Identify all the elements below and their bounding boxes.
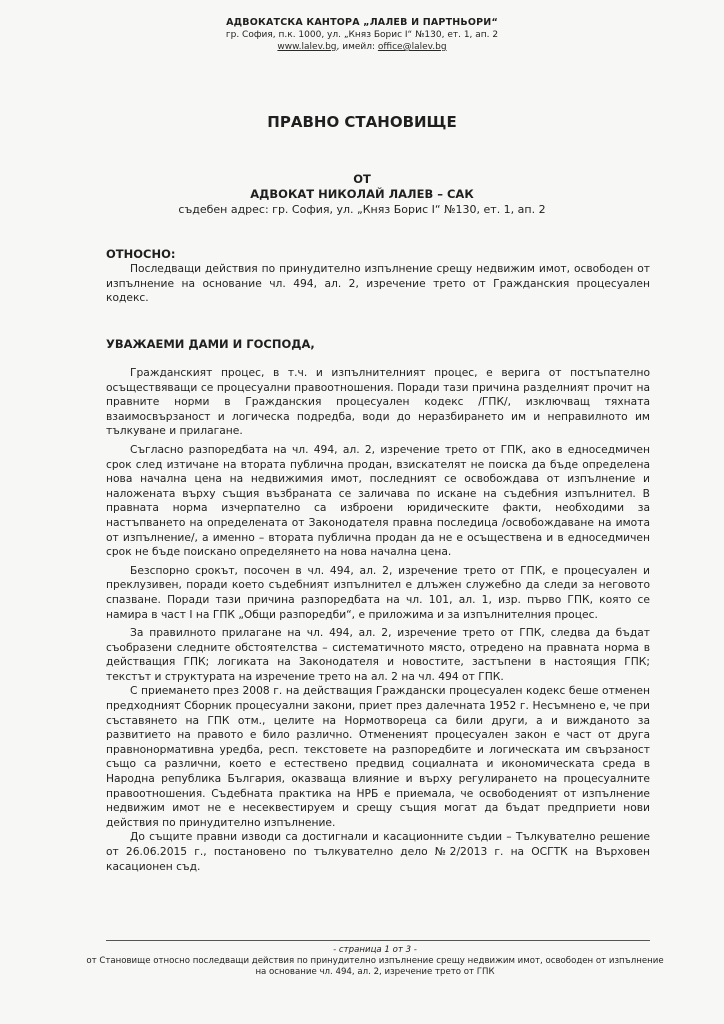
email-label: , имейл: xyxy=(336,42,378,52)
body-text xyxy=(106,366,650,874)
paragraph: Гражданският процес, в т.ч. и изпълнителният процес, е верига от постъпателно осъществяващи се процесуални правоотношения. Поради тази причина разделният прочит на правните норми в Гражданския процесуален кодекс /ГПК/, изключващ тяхната взаимосвързаност и логическа подредба, води до неразбирането им и неправилното им тълкуване и прилагане. xyxy=(106,366,650,438)
page-footer xyxy=(80,945,670,978)
regarding-text-block xyxy=(106,262,650,306)
paragraph: До същите правни изводи са достигнали и касационните съдии – Тълкувателно решение от 26.06.2015 г., постановено по тълкувателно дело №2/2013 г. на ОСГТК на Върховен касационен съд. xyxy=(106,830,650,873)
contact-line xyxy=(0,42,724,52)
email-link[interactable]: office@lalev.bg xyxy=(377,42,447,52)
document-title: ПРАВНО СТАНОВИЩЕ xyxy=(267,113,457,131)
paragraph: Безспорно срокът, посочен в чл. 494, ал. 2, изречение трето от ГПК, е процесуален и преклузивен, поради което съдебният изпълнител е длъжен служебно да следи за неговото спазване. Поради тази причина разпоредбата на чл. 101, ал. 1, изр. първо ГПК, която се намира в част I на ГПК „Общи разпоредби“, е приложима и за изпълнителния процес. xyxy=(106,563,650,621)
page-number: - страница 1 от 3 - xyxy=(333,945,417,955)
from-label: ОТ xyxy=(353,172,371,186)
letterhead xyxy=(0,17,724,52)
website-link[interactable]: www.lalev.bg xyxy=(277,42,337,52)
paragraph: Съгласно разпоредбата на чл. 494, ал. 2, изречение трето от ГПК, ако в едноседмичен срок след изтичане на втората публична продан, взискателят не поиска да бъде определена нова начална цена на недвижимия имот, последният се освобождава от изпълнение и наложената върху същия възбраната се заличава по искане на съдебния изпълнител. В правната норма изчерпателно са изброени юридическите факти, необходими за настъпването на определената от Законодателя правна последица /освобождаване на имота от изпълнение/, а именно – втората публична продан да не е осъществена и в едноседмичен срок не бъде поискано определянето на нова начална цена. xyxy=(106,442,650,559)
footer-divider xyxy=(106,940,650,941)
firm-name: АДВОКАТСКА КАНТОРА „ЛАЛЕВ И ПАРТНЬОРИ“ xyxy=(226,17,498,28)
footer-caption: от Становище относно последващи действия по принудително изпълнение срещу недвижим имот, освободен от изпълнение на основание чл. 494, ал. 2, изречение трето от ГПК xyxy=(86,956,664,977)
greeting: УВАЖАЕМИ ДАМИ И ГОСПОДА, xyxy=(106,337,315,351)
paragraph: С приемането през 2008 г. на действащия Граждански процесуален кодекс беше отменен предходният Сборник процесуални закони, приет през далечната 1952 г. Несъмнено е, че при съставянето на ГПК отм., целите на Нормотвореца са били други, а и вижданото за развитието на правото е било различно. Отмененият процесуален закон е част от друга правнонормативна уредба, респ. текстовете на разпоредбите и логическата им свързаност също са различни, което е естествено предвид социалната и икономическата среда в Народна република България, оказваща влияние и върху регулирането на процесуалните правоотношения. Съдебната практика на НРБ е приемала, че освободеният от изпълнение недвижим имот не е несеквестируем и срещу същия могат да бъдат предприети нови действия по принудително изпълнение. xyxy=(106,684,650,829)
author-name: АДВОКАТ НИКОЛАЙ ЛАЛЕВ – САК xyxy=(250,187,474,201)
firm-address: гр. София, п.к. 1000, ул. „Княз Борис I“ №130, ет. 1, ап. 2 xyxy=(225,30,499,40)
author-block xyxy=(0,172,724,217)
regarding-label: ОТНОСНО: xyxy=(106,247,176,261)
regarding-text: Последващи действия по принудително изпълнение срещу недвижим имот, освободен от изпълнение на основание чл. 494, ал. 2, изречение трето от Гражданския процесуален кодекс. xyxy=(106,262,650,305)
court-address: съдебен адрес: гр. София, ул. „Княз Борис I“ №130, ет. 1, ап. 2 xyxy=(178,203,546,216)
paragraph: За правилното прилагане на чл. 494, ал. 2, изречение трето от ГПК, следва да бъдат съобразени следните обстоятелства – систематичното място, отредено на правната норма в действащия ГПК; логиката на Законодателя и новостите, застъпени в настоящия ГПК; текстът и структурата на изречение трето на ал. 2 на чл. 494 от ГПК. xyxy=(106,626,650,683)
